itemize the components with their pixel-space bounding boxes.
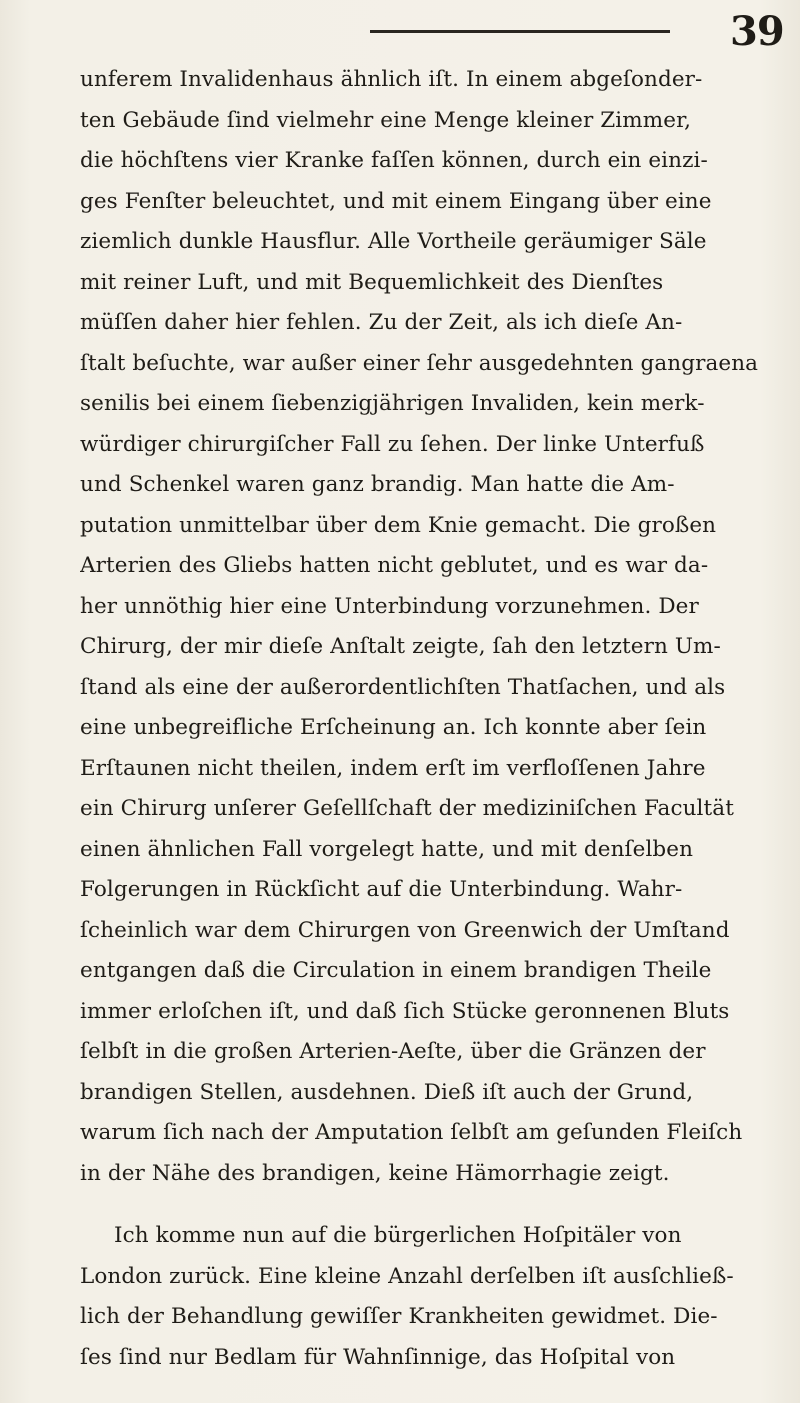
text-line: ziemlich dunkle Hausflur. Alle Vortheile geräumiger Säle <box>80 229 707 254</box>
text-line: mit reiner Luft, und mit Bequemlichkeit des Dienſtes <box>80 269 664 295</box>
text-line: Erſtaunen nicht theilen, indem erſt im verfloſſenen Jahre <box>80 755 706 781</box>
text-line: Folgerungen in Rückſicht auf die Unterbindung. Wahr- <box>80 877 683 902</box>
body-text <box>80 60 770 1378</box>
text-line: ſelbſt in die großen Arterien-Aeſte, über die Gränzen der <box>80 1039 706 1064</box>
text-line: unferem Invalidenhaus ähnlich iſt. In einem abgeſonder- <box>80 67 703 92</box>
paragraph-2 <box>80 1216 770 1378</box>
text-line: ten Gebäude ſind vielmehr eine Menge kleiner Zimmer, <box>80 107 692 133</box>
text-line: immer erloſchen iſt, und daß ſich Stücke geronnenen Bluts <box>80 998 730 1024</box>
text-line: müſſen daher hier fehlen. Zu der Zeit, als ich dieſe An- <box>80 310 683 335</box>
text-line: und Schenkel waren ganz brandig. Man hatte die Am- <box>80 472 675 497</box>
text-line: ſtalt beſuchte, war außer einer ſehr ausgedehnten gangraena <box>80 350 759 376</box>
paragraph-1 <box>80 60 770 1194</box>
text-line: warum ſich nach der Amputation ſelbſt am geſunden Fleiſch <box>80 1120 743 1145</box>
text-line: London zurück. Eine kleine Anzahl derſelben iſt ausſchließ- <box>80 1263 734 1289</box>
text-line: entgangen daß die Circulation in einem brandigen Theile <box>80 958 712 983</box>
text-line: eine unbegreifliche Erſcheinung an. Ich konnte aber ſein <box>80 715 707 740</box>
text-line: ſcheinlich war dem Chirurgen von Greenwich der Umſtand <box>80 917 730 943</box>
header-rule <box>370 30 670 33</box>
text-line: Ich komme nun auf die bürgerlichen Hoſpitäler von <box>114 1223 682 1248</box>
text-line: würdiger chirurgiſcher Fall zu ſehen. Der linke Unterfuß <box>80 431 705 457</box>
text-line: in der Nähe des brandigen, keine Hämorrhagie zeigt. <box>80 1160 670 1186</box>
text-line: her unnöthig hier eine Unterbindung vorzunehmen. Der <box>80 593 699 619</box>
page-number: 39 <box>730 8 784 55</box>
text-line: einen ähnlichen Fall vorgelegt hatte, und mit denſelben <box>80 836 694 862</box>
text-line: ges Fenſter beleuchtet, und mit einem Eingang über eine <box>80 188 712 214</box>
text-line: Chirurg, der mir dieſe Anſtalt zeigte, ſah den letztern Um- <box>80 634 721 659</box>
text-line: ſes ſind nur Bedlam für Wahnſinnige, das Hoſpital von <box>80 1344 676 1370</box>
text-line: lich der Behandlung gewiſſer Krankheiten gewidmet. Die- <box>80 1304 718 1329</box>
text-line: putation unmittelbar über dem Knie gemacht. Die großen <box>80 512 717 538</box>
text-line: ſtand als eine der außerordentlichſten Thatſachen, und als <box>80 674 726 700</box>
text-line: senilis bei einem ſiebenzigjährigen Invaliden, kein merk- <box>80 391 705 416</box>
text-line: die höchſtens vier Kranke faſſen können, durch ein einzi- <box>80 148 708 173</box>
paragraph-spacer <box>80 1194 770 1216</box>
text-line: brandigen Stellen, ausdehnen. Dieß iſt auch der Grund, <box>80 1079 694 1105</box>
text-line: ein Chirurg unſerer Geſellſchaft der mediziniſchen Facultät <box>80 796 734 821</box>
text-line: Arterien des Gliebs hatten nicht geblutet, und es war da- <box>80 553 709 578</box>
